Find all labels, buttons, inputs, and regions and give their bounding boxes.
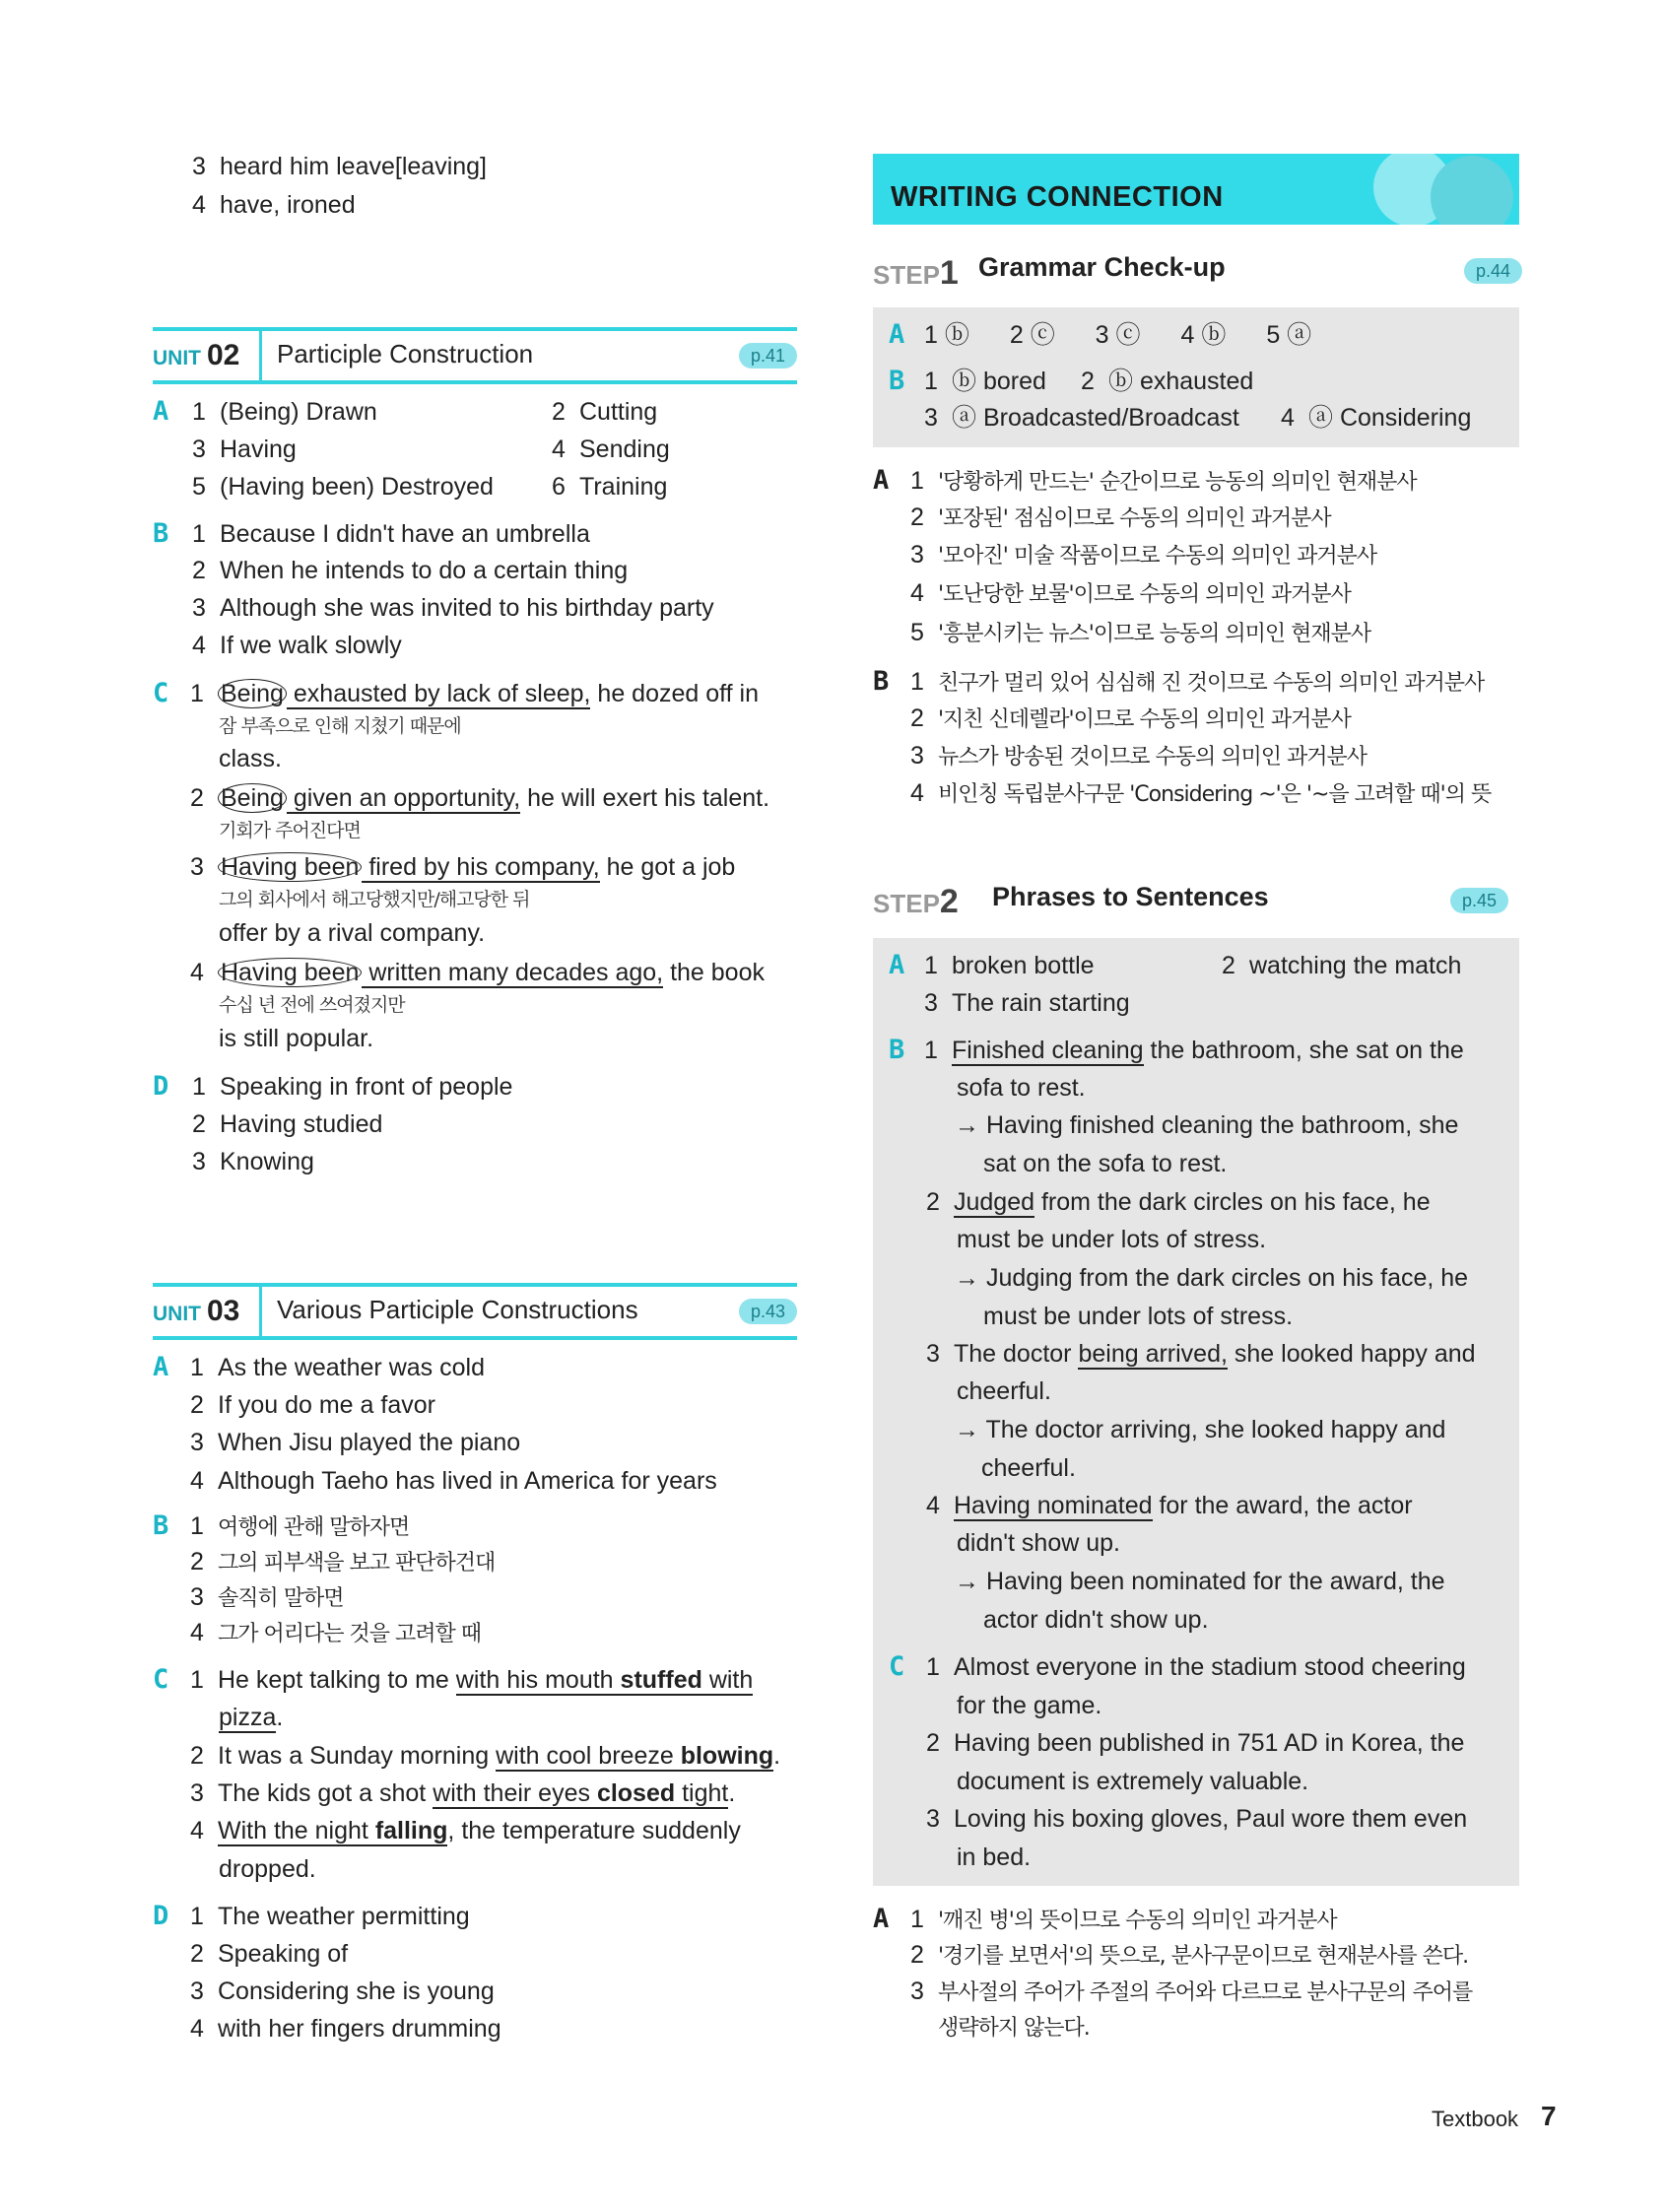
section-letter-d: D — [153, 1071, 169, 1102]
banner-title: WRITING CONNECTION — [891, 181, 1224, 213]
section-letter-a: A — [889, 950, 905, 980]
step-2-title: Phrases to Sentences — [992, 882, 1269, 911]
page-number: 7 — [1541, 2101, 1557, 2131]
explanation-letter-b: B — [873, 666, 890, 697]
section-letter-d: D — [153, 1901, 169, 1931]
answer-line: 4 have, ironed — [192, 191, 356, 219]
section-letter-c: C — [153, 678, 169, 708]
unit-03-title: Various Participle Constructions — [277, 1295, 638, 1324]
page-ref: p.45 — [1450, 888, 1508, 913]
section-letter-b: B — [889, 366, 905, 396]
decor-circle — [1431, 156, 1513, 225]
section-letter-a: A — [153, 396, 169, 427]
footer-label: Textbook — [1432, 2107, 1519, 2131]
answer-line: 3 heard him leave[leaving] — [192, 153, 487, 180]
page-ref: p.44 — [1464, 258, 1522, 284]
step-2-label: STEP2 — [873, 883, 959, 920]
explanation-letter-a: A — [873, 1904, 890, 1934]
unit-02-header: UNIT 02 Participle Construction p.41 — [153, 327, 797, 384]
section-letter-c: C — [153, 1664, 169, 1695]
step-1-label: STEP1 — [873, 254, 959, 292]
unit-02-title: Participle Construction — [277, 339, 534, 369]
section-letter-b: B — [889, 1035, 905, 1065]
writing-connection-banner — [873, 154, 1519, 225]
page-ref: p.41 — [739, 343, 797, 369]
section-letter-b: B — [153, 518, 169, 549]
section-letter-a: A — [889, 319, 905, 350]
step-1-title: Grammar Check-up — [978, 252, 1226, 282]
explanation-letter-a: A — [873, 465, 890, 496]
page-ref: p.43 — [739, 1299, 797, 1324]
section-letter-c: C — [889, 1651, 905, 1682]
section-letter-a: A — [153, 1352, 169, 1382]
section-letter-b: B — [153, 1510, 169, 1541]
unit-03-header: UNIT 03 Various Participle Constructions p.43 — [153, 1283, 797, 1340]
